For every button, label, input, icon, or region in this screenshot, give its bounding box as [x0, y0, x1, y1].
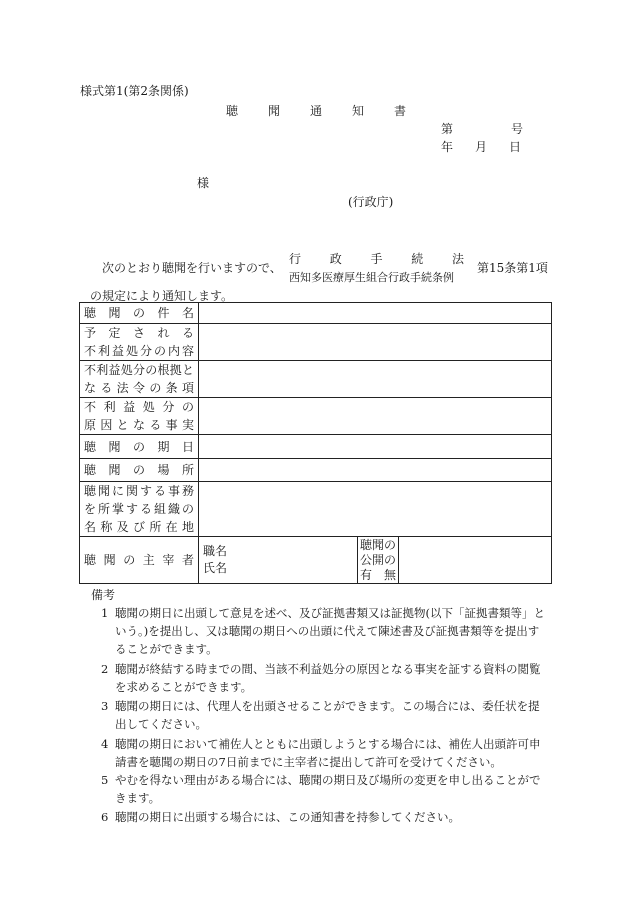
row-label-planned-disposition: 予 定 さ れ る 不利益処分の内容 [80, 324, 199, 361]
row-label-administering-office: 聴聞に関する事務 を所掌する組織の 名称及び所在地 [80, 482, 199, 537]
issuing-agency: (行政庁) [348, 195, 394, 209]
intro-continuation: の規定により通知します。 [90, 289, 234, 303]
note-item: 5 やむを得ない理由がある場合には、聴聞の期日及び場所の変更を申し出ることができます。 [101, 773, 541, 805]
note-item: 2 聴聞が終結する時までの間、当該不利益処分の原因となる事実を証する資料の閲覧を求めることができます。 [101, 662, 541, 694]
row-label-case-name: 聴 聞 の 件 名 [80, 303, 199, 324]
legal-basis-field[interactable] [199, 361, 552, 398]
presider-name-label: 氏名 [203, 561, 228, 575]
row-label-presider: 聴 聞 の 主 宰 者 [80, 537, 199, 584]
document-title: 聴 聞 通 知 書 [226, 104, 406, 118]
case-name-field[interactable] [199, 303, 552, 324]
intro-text: 次のとおり聴聞を行いますので、 [102, 261, 282, 275]
article-reference: 第15条第1項 [477, 261, 548, 275]
public-hearing-field[interactable] [399, 537, 552, 584]
note-item: 3 聴聞の期日には、代理人を出頭させることができます。この場合には、委任状を提出してください。 [101, 699, 540, 731]
notes-heading: 備考 [91, 588, 116, 602]
table-row [80, 361, 552, 398]
row-label-causal-facts: 不 利 益 処 分 の 原因となる事実 [80, 398, 199, 435]
hearing-date-field[interactable] [199, 435, 552, 459]
note-item: 6 聴聞の期日に出頭する場合には、この通知書を持参してください。 [101, 810, 460, 824]
public-hearing-label: 聴聞の 公開の 有 無 [358, 537, 399, 584]
date-line: 年 月 日 [441, 140, 521, 154]
administering-office-field[interactable] [199, 482, 552, 537]
table-row [80, 303, 552, 324]
causal-facts-field[interactable] [199, 398, 552, 435]
table-row [80, 459, 552, 482]
presider-title-label: 職名 [203, 544, 228, 558]
law-option-1: 行 政 手 続 法 [289, 252, 464, 266]
document-number-line: 第 号 [441, 122, 523, 136]
table-row [80, 324, 552, 361]
row-label-hearing-date: 聴 聞 の 期 日 [80, 435, 199, 459]
law-options [289, 250, 464, 285]
recipient-suffix: 様 [197, 176, 210, 190]
table-row [80, 482, 552, 537]
hearing-place-field[interactable] [199, 459, 552, 482]
planned-disposition-field[interactable] [199, 324, 552, 361]
row-label-legal-basis: 不利益処分の根拠と なる法令の条項 [80, 361, 199, 398]
table-row [80, 537, 552, 584]
note-item: 4 聴聞の期日において補佐人とともに出頭しようとする場合には、補佐人出頭許可申請書を聴聞の期日の7日前までに主宰者に提出して許可を受けてください。 [101, 737, 541, 769]
note-item: 1 聴聞の期日に出頭して意見を述べ、及び証拠書類又は証拠物(以下「証拠書類等」という。)を提出し、又は聴聞の期日への出頭に代えて陳述書及び証拠書類等を提出することができます。 [101, 606, 545, 656]
law-option-2: 西知多医療厚生組合行政手続条例 [289, 271, 454, 284]
hearing-table [79, 302, 552, 584]
table-row [80, 398, 552, 435]
presider-field[interactable] [199, 537, 358, 584]
row-label-hearing-place: 聴 聞 の 場 所 [80, 459, 199, 482]
table-row [80, 435, 552, 459]
form-label: 様式第1(第2条関係) [80, 84, 189, 98]
